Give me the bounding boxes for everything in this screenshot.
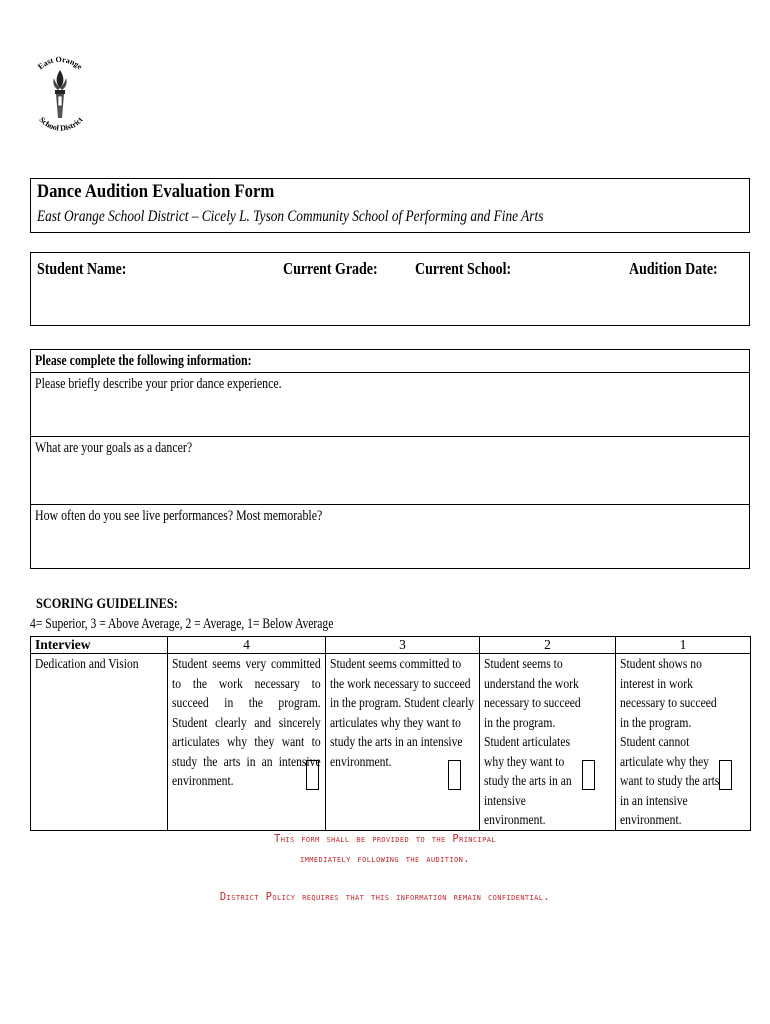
student-info-section <box>30 252 750 326</box>
score-4-checkbox[interactable] <box>306 760 319 790</box>
row-label-cell <box>31 654 168 831</box>
form-title: Dance Audition Evaluation Form <box>37 181 275 202</box>
question-live-performances: How often do you see live performances? Most memorable? <box>35 508 323 524</box>
table-row <box>31 654 751 831</box>
scoring-scale: 4= Superior, 3 = Above Average, 2 = Average, 1= Below Average <box>30 616 334 632</box>
header-score-3: 3 <box>326 637 480 654</box>
header-score-2: 2 <box>480 637 616 654</box>
questions-section <box>30 349 750 569</box>
row-label: Dedication and Vision <box>35 656 139 671</box>
notice-confidential: District Policy requires that this information remain confidential. <box>219 891 551 903</box>
header-interview: Interview <box>31 637 168 654</box>
score-2-checkbox[interactable] <box>582 760 595 790</box>
current-grade-label: Current Grade: <box>283 259 378 278</box>
score-1-cell <box>616 654 751 831</box>
district-logo <box>22 48 98 152</box>
questions-header: Please complete the following information: <box>35 353 252 369</box>
current-school-label: Current School: <box>415 259 512 278</box>
torch-icon <box>53 70 66 118</box>
score-3-description: Student seems committed to the work necessary to succeed in the program. Student clearly articulates why they want to study the arts in an intensive environment. <box>330 656 475 769</box>
form-subtitle: East Orange School District – Cicely L. Tyson Community School of Performing and Fine Arts <box>37 208 544 225</box>
notice-principal: This form shall be provided to the Principal <box>274 833 496 845</box>
score-1-description: Student shows no interest in work necessary to succeed in the program. Student cannot articulate why they want to study the arts in an intensive environment. <box>620 656 720 827</box>
title-section <box>30 178 750 233</box>
score-3-checkbox[interactable] <box>448 760 461 790</box>
score-2-description: Student seems to understand the work necessary to succeed in the program. Student articulates why they want to study the arts in an intensive environment. <box>484 656 581 827</box>
score-3-cell <box>326 654 480 831</box>
notice-following-audition: immediately following the audition. <box>300 853 470 865</box>
logo-top-text: East Orange <box>36 54 85 72</box>
table-header-row <box>31 637 751 654</box>
header-score-4: 4 <box>168 637 326 654</box>
question-prior-experience: Please briefly describe your prior dance experience. <box>35 376 282 392</box>
divider <box>31 372 749 373</box>
student-name-label: Student Name: <box>37 259 127 278</box>
score-4-description: Student seems very committed to the work necessary to succeed in the program. Student clearly and sincerely articulates why they want to study the arts in an intensive environment. <box>172 656 321 788</box>
score-2-cell <box>480 654 616 831</box>
svg-text:East Orange <box>36 55 84 72</box>
logo-bottom-text: School District <box>37 115 85 133</box>
audition-date-label: Audition Date: <box>629 259 718 278</box>
header-score-1: 1 <box>616 637 751 654</box>
score-1-checkbox[interactable] <box>719 760 732 790</box>
question-goals: What are your goals as a dancer? <box>35 440 193 456</box>
scoring-table <box>30 636 751 831</box>
divider <box>31 504 749 505</box>
score-4-cell <box>168 654 326 831</box>
divider <box>31 436 749 437</box>
scoring-title: SCORING GUIDELINES: <box>36 596 178 612</box>
